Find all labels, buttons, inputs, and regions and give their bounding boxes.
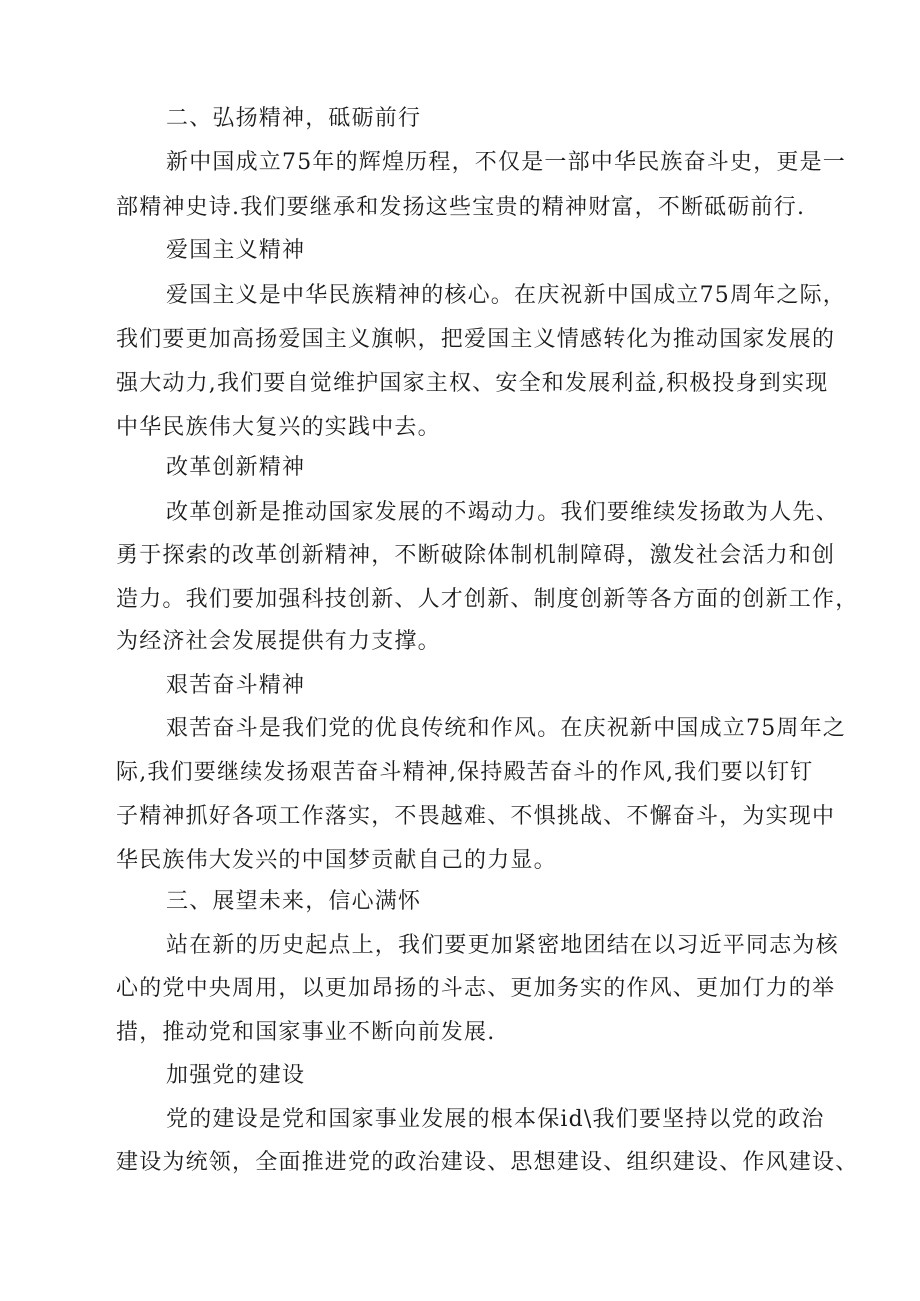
- paragraph-line: 艰苦奋斗是我们党的优良传统和作风。在庆祝新中国成立75周年之: [166, 716, 846, 741]
- paragraph-line: 勇于探索的改革创新精神，不断破除体制机制障碍，激发社会活力和创: [116, 543, 836, 568]
- paragraph-line: 华民族伟大发兴的中国梦贡献自己的力显。: [116, 848, 557, 873]
- paragraph-line: 造力。我们要加强科技创新、人才创新、制度创新等各方面的创新工作，: [116, 587, 859, 612]
- paragraph-line: 心的党中央周用，以更加昂扬的斗志、更加务实的作风、更加仃力的举: [116, 976, 836, 1001]
- paragraph-line: 站在新的历史起点上，我们要更加紧密地团结在以习近平同志为核: [166, 933, 839, 958]
- subheading: 艰苦奋斗精神: [166, 673, 306, 698]
- paragraph-line: 新中国成立75年的辉煌历程，不仅是一部中华民族奋斗史，更是一: [166, 150, 846, 175]
- subheading: 加强党的建设: [166, 1063, 306, 1088]
- paragraph-line: 党的建设是党和国家事业发展的根本保id\我们要坚持以党的政治: [166, 1107, 825, 1132]
- section-heading: 二、弘扬精神，砥砺前行: [166, 106, 422, 131]
- paragraph-line: 际,我们要继续发扬艰苦奋斗精神,保持殿苦奋斗的作风,我们要以钉钉: [116, 760, 814, 785]
- paragraph-line: 建设为统领，全面推进党的政治建设、思想建设、组织建设、作风建设、: [116, 1150, 859, 1175]
- paragraph-line: 为经济社会发展提供有力支撑。: [116, 629, 441, 654]
- subheading: 爱国主义精神: [166, 238, 306, 263]
- paragraph-line: 部精神史诗.我们要继承和发扬这些宝贵的精神财富，不断砥砺前行.: [116, 195, 806, 220]
- subheading: 改革创新精神: [166, 455, 306, 480]
- paragraph-line: 强大动力,我们要自觉维护国家主权、安全和发展利益,积极投身到实现: [116, 371, 829, 396]
- section-heading: 三、展望未来，信心满怀: [166, 889, 422, 914]
- paragraph-line: 改革创新是推动国家发展的不竭动力。我们要维续发扬敢为人先、: [166, 500, 839, 525]
- paragraph-line: 子精神抓好各项工作落实，不畏越难、不惧挑战、不懈奋斗，为实现中: [116, 804, 836, 829]
- paragraph-line: 我们要更加高扬爱国主义旗帜，把爱国主义情感转化为推动国家发展的: [116, 327, 836, 352]
- paragraph-line: 爱国主义是中华民族精神的核心。在庆祝新中国成立75周年之际，: [166, 283, 846, 308]
- paragraph-line: 中华民族伟大复兴的实践中去。: [116, 415, 441, 440]
- paragraph-line: 措，推动党和国家事业不断向前发展.: [116, 1020, 496, 1045]
